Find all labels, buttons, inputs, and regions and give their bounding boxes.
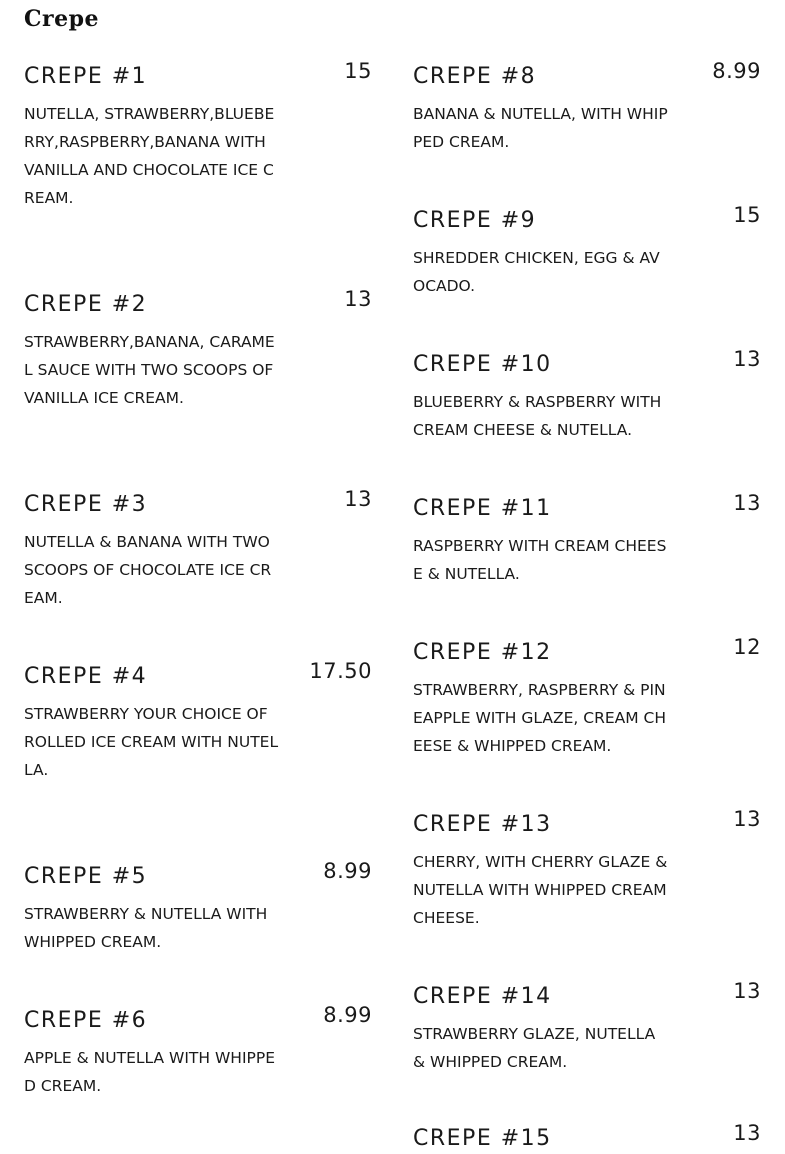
item-price: 13: [344, 487, 372, 511]
item-description: STRAWBERRY GLAZE, NUTELLA & WHIPPED CREAM.: [413, 1025, 656, 1071]
section-title: Crepe: [24, 6, 99, 32]
item-price: 8.99: [323, 1003, 372, 1027]
item-description: APPLE & NUTELLA WITH WHIPPED CREAM.: [24, 1049, 276, 1095]
item-price: 13: [733, 979, 761, 1003]
item-description: BLUEBERRY & RASPBERRY WITH CREAM CHEESE & NUTELLA.: [413, 393, 662, 439]
item-name: CREPE #14: [413, 984, 552, 1009]
item-name: CREPE #5: [24, 864, 148, 889]
item-price: 13: [733, 807, 761, 831]
item-description: STRAWBERRY,BANANA, CARAMEL SAUCE WITH TWO SCOOPS OF VANILLA ICE CREAM.: [24, 333, 275, 407]
item-description: SHREDDER CHICKEN, EGG & AVOCADO.: [413, 249, 660, 295]
item-price: 8.99: [323, 859, 372, 883]
item-name: CREPE #1: [24, 64, 148, 89]
item-name: CREPE #8: [413, 64, 537, 89]
item-name: CREPE #6: [24, 1008, 148, 1033]
item-price: 15: [733, 203, 761, 227]
item-name: CREPE #12: [413, 640, 552, 665]
item-price: 17.50: [309, 659, 372, 683]
item-price: 15: [344, 59, 372, 83]
item-price: 13: [733, 1121, 761, 1145]
item-name: CREPE #10: [413, 352, 552, 377]
item-description: NUTELLA, STRAWBERRY,BLUEBERRY,RASPBERRY,BANANA WITH VANILLA AND CHOCOLATE ICE CREAM.: [24, 105, 275, 207]
item-price: 13: [344, 287, 372, 311]
item-description: STRAWBERRY, RASPBERRY & PINEAPPLE WITH GLAZE, CREAM CHEESE & WHIPPED CREAM.: [413, 681, 667, 755]
item-name: CREPE #3: [24, 492, 148, 517]
item-name: CREPE #11: [413, 496, 552, 521]
item-description: NUTELLA & BANANA WITH TWO SCOOPS OF CHOCOLATE ICE CREAM.: [24, 533, 272, 607]
item-name: CREPE #15: [413, 1126, 552, 1151]
item-description: STRAWBERRY YOUR CHOICE OF ROLLED ICE CREAM WITH NUTELLA.: [24, 705, 279, 779]
item-description: BANANA & NUTELLA, WITH WHIPPED CREAM.: [413, 105, 668, 151]
item-price: 13: [733, 347, 761, 371]
item-name: CREPE #9: [413, 208, 537, 233]
item-name: CREPE #4: [24, 664, 148, 689]
item-price: 8.99: [712, 59, 761, 83]
item-price: 13: [733, 491, 761, 515]
item-description: CHERRY, WITH CHERRY GLAZE & NUTELLA WITH WHIPPED CREAM CHEESE.: [413, 853, 668, 927]
item-description: STRAWBERRY & NUTELLA WITH WHIPPED CREAM.: [24, 905, 268, 951]
item-name: CREPE #2: [24, 292, 148, 317]
item-price: 12: [733, 635, 761, 659]
item-description: RASPBERRY WITH CREAM CHEESE & NUTELLA.: [413, 537, 667, 583]
item-name: CREPE #13: [413, 812, 552, 837]
